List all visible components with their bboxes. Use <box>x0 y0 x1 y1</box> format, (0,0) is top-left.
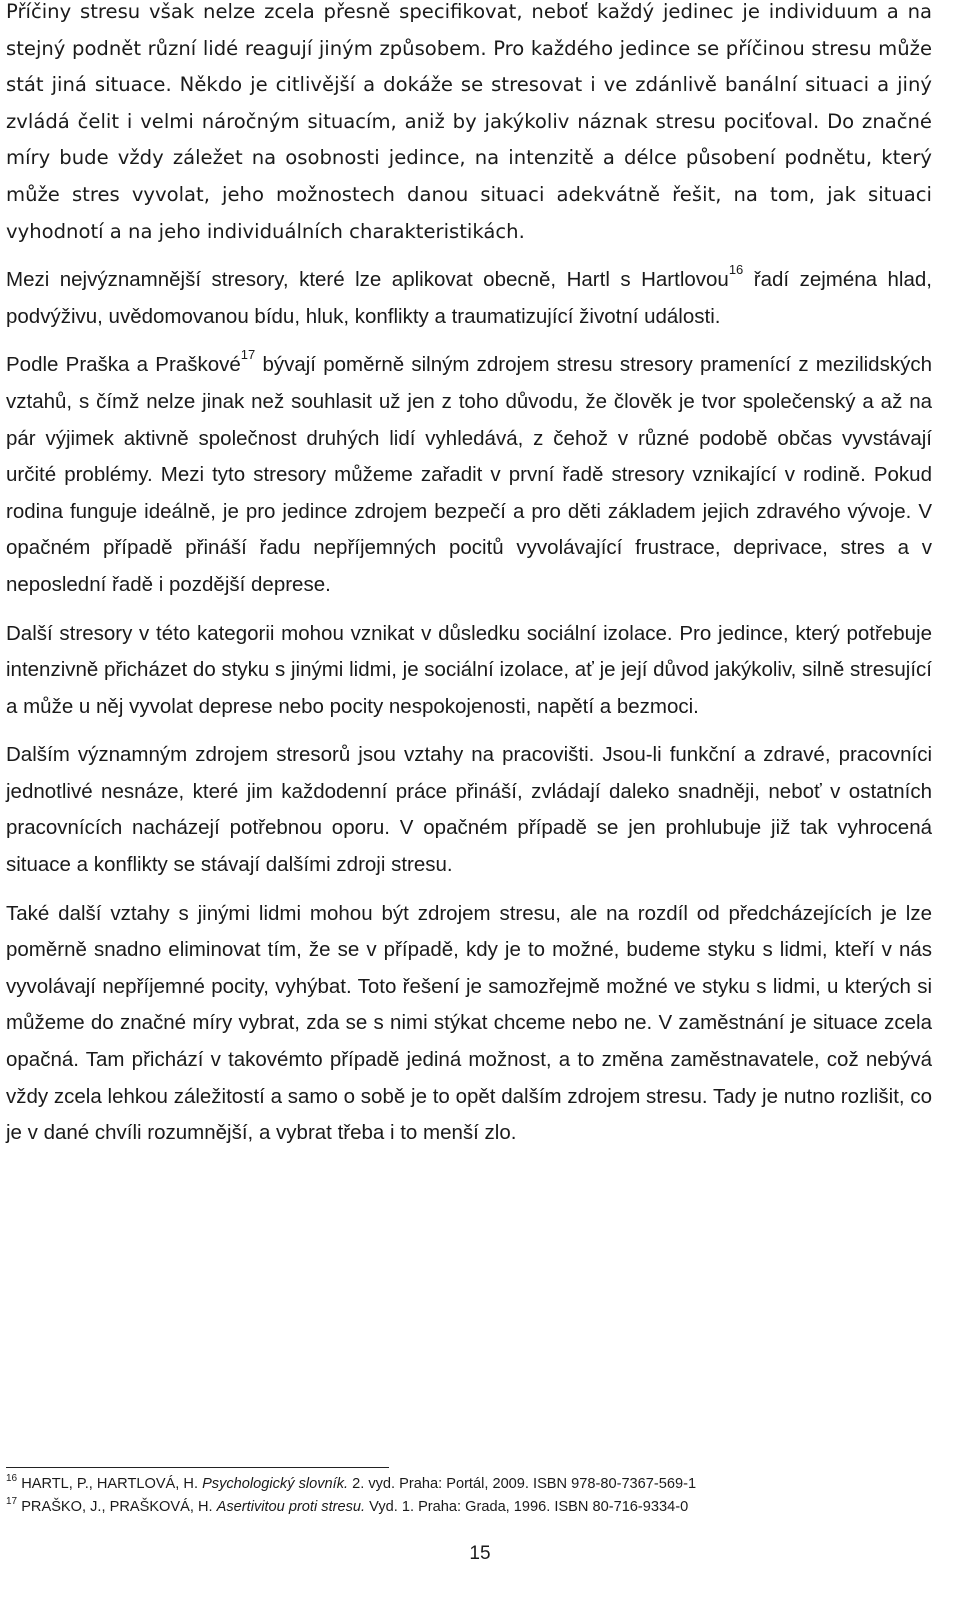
paragraph-2-text-cont: řadí zejména hlad, podvýživu, uvědomovanou bídu, hluk, konflikty a traumatizující životní události. <box>6 268 932 328</box>
paragraph-1: Příčiny stresu však nelze zcela přesně specifikovat, neboť každý jedinec je individuum a na stejný podnět různí lidé reagují jiným způsobem. Pro každého jedince se příčinou stresu může stát jiná situace. Někdo je citlivější a dokáže se stresovat i ve zdánlivě banální situaci a jiný zvládá čelit i velmi náročným situacím, aniž by jakýkoliv náznak stresu pociťoval. Do značné míry bude vždy záležet na osobnosti jedince, na intenzitě a délce působení podnětu, který může stres vyvolat, jeho možnostech danou situaci adekvátně řešit, na tom, jak situaci vyhodnotí a na jeho individuálních charakteristikách. <box>6 0 932 243</box>
footnote-ref-17[interactable]: 17 <box>240 347 256 363</box>
footnote-17 <box>6 1496 932 1519</box>
paragraph-6: Také další vztahy s jinými lidmi mohou být zdrojem stresu, ale na rozdíl od předcházejících je lze poměrně snadno eliminovat tím, že se v případě, kdy je to možné, budeme styku s lidmi, kteří v nás vyvolávají nepříjemné pocity, vyhýbat. Toto řešení je samozřejmě možné ve styku s lidmi, u kterých si můžeme do značné míry vybrat, zda se s nimi stýkat chceme nebo ne. V zaměstnání je situace zcela opačná. Tam přichází v takovémto případě jediná možnost, a to změna zaměstnavatele, což nebývá vždy zcela lehkou záležitostí a samo o sobě je to opět dalším zdrojem stresu. Tady je nutno rozlišit, co je v dané chvíli rozumnější, a vybrat třeba i to menší zlo. <box>6 901 932 1145</box>
footnote-number: 17 <box>6 1496 18 1507</box>
footnote-ref-16[interactable]: 16 <box>728 262 744 278</box>
footnote-16 <box>6 1473 932 1496</box>
footnote-number: 16 <box>6 1473 18 1484</box>
footnote-authors: PRAŠKO, J., PRAŠKOVÁ, H. <box>21 1499 217 1515</box>
footnote-title: Asertivitou proti stresu. <box>216 1499 366 1515</box>
paragraph-4: Další stresory v této kategorii mohou vznikat v důsledku sociální izolace. Pro jedince, který potřebuje intenzivně přicházet do styku s jinými lidmi, je sociální izolace, ať je její důvod jakýkoliv, silně stresující a může u něj vyvolat deprese nebo pocity nespokojenosti, napětí a bezmoci. <box>6 621 932 718</box>
paragraph-3-text-cont: bývají poměrně silným zdrojem stresu stresory pramenící z mezilidských vztahů, s čímž nelze jinak než souhlasit už jen z toho důvodu, že člověk je tvor společenský a až na pár výjimek aktivně společnost druhých lidí vyhledává, z čehož v různé podobě občas vyvstávají určité problémy. Mezi tyto stresory můžeme zařadit v první řadě stresory vznikající v rodině. Pokud rodina funguje ideálně, je pro jedince zdrojem bezpečí a pro děti základem jejich zdravého vývoje. V opačném případě přináší řadu nepříjemných pocitů vyvolávající frustrace, deprivace, stres a v neposlední řadě i pozdější deprese. <box>6 353 932 596</box>
paragraph-2-text: Mezi nejvýznamnější stresory, které lze aplikovat obecně, Hartl s Hartlovou <box>6 268 729 292</box>
footnote-publication: 2. vyd. Praha: Portál, 2009. ISBN 978-80-7367-569-1 <box>348 1476 697 1492</box>
footnotes <box>6 1473 932 1519</box>
footnote-title: Psychologický slovník. <box>202 1476 349 1492</box>
body-text <box>6 0 932 1164</box>
paragraph-3-text: Podle Praška a Praškové <box>6 353 241 377</box>
paragraph-3 <box>6 347 932 603</box>
paragraph-5: Dalším významným zdrojem stresorů jsou vztahy na pracovišti. Jsou-li funkční a zdravé, pracovníci jednotlivé nesnáze, které jim každodenní práce přináší, zvládají daleko snadněji, neboť v ostatních pracovnících nacházejí potřebnou oporu. V opačném případě se jen prohlubuje již tak vyhrocená situace a konflikty se stávají dalšími zdroji stresu. <box>6 743 932 877</box>
page-number: 15 <box>469 1543 491 1564</box>
paragraph-2 <box>6 262 932 335</box>
footnote-publication: Vyd. 1. Praha: Grada, 1996. ISBN 80-716-9334-0 <box>365 1499 689 1515</box>
footnote-separator <box>6 1467 389 1468</box>
footnote-authors: HARTL, P., HARTLOVÁ, H. <box>21 1476 203 1492</box>
